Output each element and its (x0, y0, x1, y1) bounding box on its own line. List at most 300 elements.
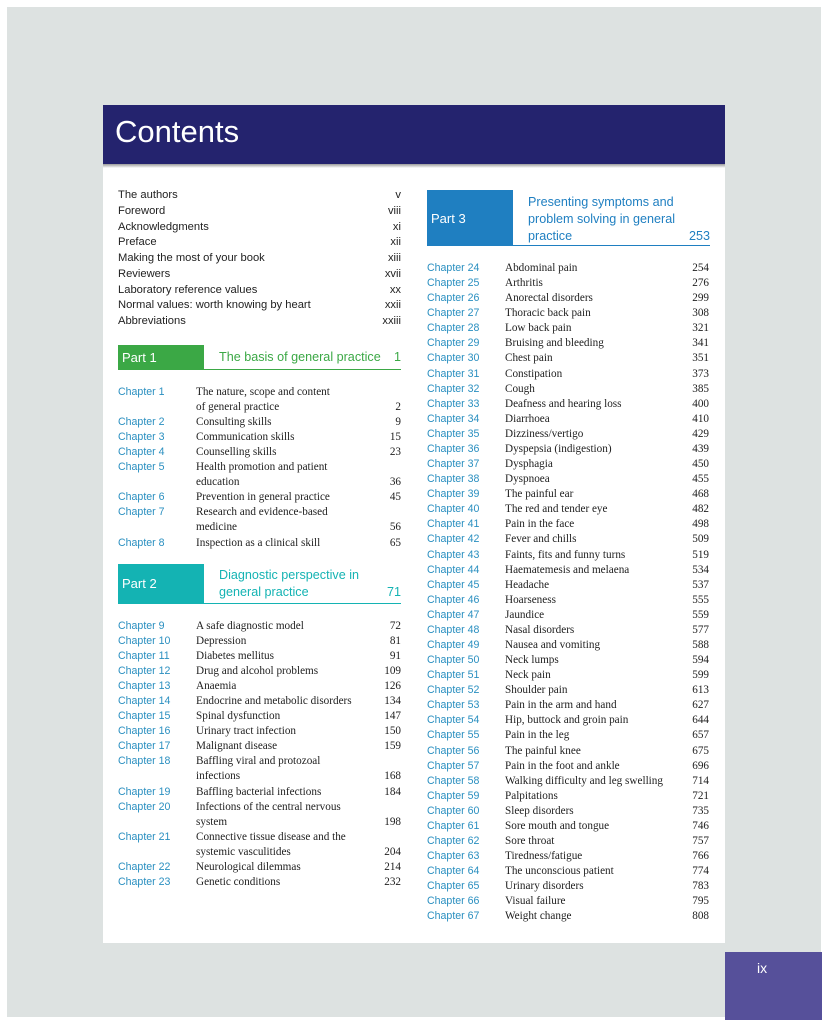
part-3-header[interactable] (427, 190, 710, 246)
chapter-number: Chapter 5 (118, 461, 165, 474)
part-page: 1 (393, 350, 401, 364)
chapter-page: 721 (692, 789, 709, 802)
chapter-number: Chapter 33 (427, 397, 480, 410)
chapter-number: Chapter 16 (118, 725, 171, 738)
chapter-page: 588 (692, 639, 709, 651)
front-matter-label: Laboratory reference values (118, 283, 258, 296)
chapter-number: Chapter 14 (118, 695, 171, 708)
chapter-number: Chapter 1 (118, 386, 165, 398)
chapter-page: 429 (692, 427, 709, 440)
chapter-page: 341 (692, 337, 709, 350)
chapter-page: 351 (692, 352, 709, 365)
page-number-tab (725, 952, 822, 1020)
chapter-page: 577 (692, 623, 709, 636)
chapter-page: 657 (692, 729, 709, 742)
chapter-entry[interactable] (427, 291, 709, 306)
chapter-title: Weight change (505, 910, 572, 923)
front-matter-item[interactable] (118, 315, 401, 331)
chapter-number: Chapter 15 (118, 710, 171, 723)
front-matter-item[interactable] (118, 299, 401, 315)
chapter-entry[interactable] (427, 548, 709, 563)
chapter-page: 134 (384, 695, 401, 708)
chapter-entry[interactable] (427, 638, 709, 653)
chapter-number: Chapter 21 (118, 830, 171, 843)
chapter-entry[interactable] (427, 683, 709, 698)
chapter-entry[interactable] (427, 321, 709, 336)
part-title-line: practice (528, 229, 573, 243)
chapter-title: medicine (196, 521, 238, 534)
chapter-title: Abdominal pain (505, 262, 578, 274)
chapter-title: Drug and alcohol problems (196, 665, 319, 678)
part-label-box (118, 564, 204, 604)
chapter-page: 232 (384, 875, 401, 888)
chapter-entry[interactable] (118, 709, 401, 724)
chapter-number: Chapter 42 (427, 533, 480, 546)
part-title-line: Diagnostic perspective in (219, 568, 360, 582)
chapter-entry[interactable] (427, 653, 709, 668)
front-matter-page: xii (390, 236, 401, 249)
chapter-page: 2 (395, 401, 401, 414)
chapter-entry[interactable] (427, 532, 709, 547)
chapter-entry[interactable] (118, 739, 401, 754)
chapter-entry[interactable] (427, 608, 709, 623)
chapter-title: Low back pain (505, 322, 572, 335)
chapter-number: Chapter 13 (118, 680, 171, 693)
chapter-page: 774 (692, 865, 709, 878)
chapter-page: 385 (692, 382, 709, 395)
chapter-number: Chapter 29 (427, 337, 480, 350)
chapter-title: Hoarseness (505, 593, 556, 606)
chapter-title: Prevention in general practice (196, 491, 330, 504)
part-2-header[interactable] (118, 564, 401, 604)
chapter-page: 91 (389, 650, 401, 663)
chapter-number: Chapter 8 (118, 536, 165, 549)
chapter-title: Counselling skills (196, 446, 277, 459)
front-matter-page: xx (389, 283, 401, 296)
chapter-title: Walking difficulty and leg swelling (505, 774, 663, 787)
front-matter-item[interactable] (118, 268, 401, 284)
chapter-page: 746 (692, 819, 709, 832)
part-label-box (118, 345, 204, 370)
chapter-entry[interactable] (118, 754, 401, 784)
chapter-number: Chapter 62 (427, 835, 480, 848)
chapter-entry[interactable] (427, 306, 709, 321)
chapter-title: Urinary disorders (505, 880, 584, 893)
chapter-title: Connective tissue disease and the (196, 830, 346, 843)
chapter-entry[interactable] (118, 634, 401, 649)
chapter-title: Sleep disorders (505, 804, 574, 817)
chapter-entry[interactable] (427, 834, 709, 849)
chapter-title: Jaundice (505, 608, 545, 621)
chapter-title: Depression (196, 635, 247, 648)
chapter-page: 373 (692, 367, 709, 380)
chapter-page: 81 (389, 635, 401, 648)
chapter-number: Chapter 4 (118, 446, 165, 459)
chapter-page: 555 (692, 593, 709, 606)
chapter-page: 735 (692, 804, 709, 817)
chapter-title: Sore mouth and tongue (505, 819, 610, 832)
chapter-title: Dysphagia (505, 458, 553, 471)
chapter-page: 276 (692, 277, 709, 290)
chapter-page: 808 (692, 910, 709, 923)
chapter-title: Diarrhoea (505, 412, 550, 425)
chapter-page: 795 (692, 895, 709, 908)
chapter-entry[interactable] (427, 894, 709, 909)
part-title-line: problem solving in general (528, 212, 676, 226)
chapter-title: Shoulder pain (505, 684, 568, 697)
chapter-entry[interactable] (118, 460, 401, 490)
chapter-page: 783 (692, 880, 709, 893)
chapter-entry[interactable] (427, 427, 709, 442)
chapter-entry[interactable] (118, 830, 401, 860)
chapter-entry[interactable] (427, 728, 709, 743)
chapter-entry[interactable] (118, 800, 401, 830)
chapter-entry[interactable] (427, 397, 709, 412)
chapter-page: 23 (389, 446, 401, 459)
front-matter-page: xi (392, 220, 401, 233)
chapter-number: Chapter 7 (118, 506, 165, 519)
chapter-page: 766 (692, 850, 709, 863)
chapter-entry[interactable] (427, 457, 709, 472)
chapter-page: 308 (692, 307, 709, 320)
chapter-page: 534 (692, 563, 709, 576)
chapter-number: Chapter 19 (118, 785, 171, 798)
chapter-number: Chapter 46 (427, 593, 480, 606)
chapter-page: 599 (692, 669, 709, 682)
chapter-number: Chapter 51 (427, 669, 480, 682)
chapter-number: Chapter 12 (118, 665, 171, 678)
front-matter-label: Reviewers (118, 267, 171, 280)
chapter-title: A safe diagnostic model (196, 620, 304, 632)
chapter-number: Chapter 11 (118, 650, 170, 663)
chapter-number: Chapter 9 (118, 620, 165, 632)
chapter-entry[interactable] (118, 875, 401, 890)
part-label-box (427, 190, 513, 246)
chapter-page: 45 (389, 491, 401, 504)
front-matter-item[interactable] (118, 189, 401, 205)
part-underline (513, 245, 710, 247)
chapter-entry[interactable] (427, 472, 709, 487)
chapter-entry[interactable] (427, 412, 709, 427)
chapter-entry[interactable] (427, 713, 709, 728)
chapter-number: Chapter 31 (427, 367, 480, 380)
front-matter-label: Acknowledgments (118, 220, 209, 233)
chapter-number: Chapter 36 (427, 442, 480, 455)
chapter-entry[interactable] (427, 487, 709, 502)
chapter-number: Chapter 18 (118, 755, 171, 768)
chapter-number: Chapter 65 (427, 880, 480, 893)
chapter-entry[interactable] (118, 430, 401, 445)
chapter-number: Chapter 2 (118, 416, 165, 429)
chapter-page: 15 (389, 431, 401, 444)
chapter-title: Anorectal disorders (505, 292, 593, 305)
chapter-number: Chapter 30 (427, 352, 480, 365)
chapter-title: The painful knee (505, 744, 581, 757)
chapter-title: infections (196, 770, 241, 783)
chapter-title: Pain in the face (505, 518, 575, 531)
chapter-page: 400 (692, 397, 709, 410)
chapter-number: Chapter 3 (118, 431, 165, 444)
chapter-page: 109 (384, 665, 401, 678)
chapter-page: 214 (384, 860, 401, 873)
chapter-page: 594 (692, 654, 709, 667)
front-matter-label: Making the most of your book (118, 252, 265, 264)
page-title: Contents (115, 114, 240, 149)
chapter-title: Nausea and vomiting (505, 639, 601, 651)
chapter-number: Chapter 34 (427, 412, 480, 425)
chapter-page: 184 (384, 785, 401, 798)
chapter-number: Chapter 39 (427, 488, 480, 501)
part-1-header[interactable] (118, 345, 401, 370)
front-matter-item[interactable] (118, 221, 401, 237)
chapter-entry[interactable] (427, 849, 709, 864)
chapter-entry[interactable] (427, 698, 709, 713)
chapter-entry[interactable] (427, 276, 709, 291)
part-title-line: Presenting symptoms and (528, 195, 674, 209)
chapter-entry[interactable] (118, 664, 401, 679)
part-label: Part 3 (431, 211, 466, 226)
chapter-title: Constipation (505, 367, 563, 380)
chapter-title: Dyspepsia (indigestion) (505, 442, 612, 455)
chapter-title: education (196, 476, 240, 489)
chapter-number: Chapter 49 (427, 639, 480, 651)
chapter-title: Inspection as a clinical skill (196, 536, 321, 549)
chapter-number: Chapter 66 (427, 895, 480, 908)
front-matter-page: v (395, 189, 401, 201)
chapter-title: Anaemia (196, 680, 237, 693)
chapter-page: 468 (692, 488, 709, 501)
chapter-title: Neck lumps (505, 654, 559, 667)
chapter-entry[interactable] (427, 804, 709, 819)
chapter-entry[interactable] (427, 502, 709, 517)
banner-shadow (103, 164, 725, 168)
chapter-title: Pain in the leg (505, 729, 570, 742)
chapter-title: Tiredness/fatigue (505, 850, 583, 863)
chapter-title: Baffling viral and protozoal (196, 755, 321, 768)
chapter-entry[interactable] (427, 864, 709, 879)
chapter-title: Arthritis (505, 277, 543, 290)
chapter-number: Chapter 56 (427, 744, 480, 757)
front-matter-page: xxii (384, 299, 401, 312)
front-matter-item[interactable] (118, 284, 401, 300)
chapter-title: Dyspnoea (505, 473, 550, 486)
chapter-entry[interactable] (427, 382, 709, 397)
front-matter-label: Normal values: worth knowing by heart (118, 299, 311, 312)
chapter-number: Chapter 6 (118, 491, 165, 504)
chapter-entry[interactable] (118, 619, 401, 634)
chapter-page: 509 (692, 533, 709, 546)
part-underline (204, 603, 401, 605)
front-matter-page: xxiii (382, 315, 401, 327)
chapter-title: The unconscious patient (505, 865, 614, 878)
front-matter-item[interactable] (118, 252, 401, 268)
chapter-title: The painful ear (505, 488, 574, 501)
chapter-page: 757 (692, 835, 709, 848)
chapter-entry[interactable] (427, 261, 709, 276)
chapter-number: Chapter 47 (427, 608, 480, 621)
chapter-entry[interactable] (118, 445, 401, 460)
front-matter-item[interactable] (118, 205, 401, 221)
chapter-entry[interactable] (427, 744, 709, 759)
part-title-line: general practice (219, 585, 309, 599)
chapter-entry[interactable] (118, 536, 401, 551)
chapter-entry[interactable] (427, 563, 709, 578)
chapter-number: Chapter 50 (427, 654, 480, 667)
chapter-title: Bruising and bleeding (505, 337, 604, 350)
front-matter-label: Foreword (118, 204, 166, 217)
chapter-entry[interactable] (118, 785, 401, 800)
chapter-title: Haematemesis and melaena (505, 563, 630, 576)
chapter-page: 519 (692, 548, 709, 561)
chapter-page: 559 (692, 608, 709, 621)
contents-page (103, 105, 725, 943)
chapter-entry[interactable] (427, 789, 709, 804)
chapter-title: Malignant disease (196, 740, 278, 753)
chapter-entry[interactable] (427, 367, 709, 382)
chapter-page: 254 (692, 262, 709, 274)
part-page: 253 (688, 229, 710, 243)
chapter-number: Chapter 53 (427, 699, 480, 712)
chapter-entry[interactable] (427, 593, 709, 608)
chapter-page: 198 (384, 815, 401, 828)
chapter-title: Dizziness/vertigo (505, 427, 584, 440)
chapter-page: 482 (692, 503, 709, 516)
chapter-title: Spinal dysfunction (196, 710, 281, 723)
chapter-title: Fever and chills (505, 533, 577, 546)
chapter-title: Pain in the foot and ankle (505, 759, 620, 772)
chapter-title: Genetic conditions (196, 875, 281, 888)
chapter-title: Neurological dilemmas (196, 860, 301, 873)
chapter-title: Hip, buttock and groin pain (505, 714, 629, 727)
part-title-line: The basis of general practice (219, 350, 381, 364)
chapter-title: Urinary tract infection (196, 725, 297, 738)
chapter-page: 455 (692, 473, 709, 486)
chapter-title: Neck pain (505, 669, 551, 682)
chapter-number: Chapter 22 (118, 860, 171, 873)
chapter-title: Health promotion and patient (196, 461, 328, 474)
front-matter-label: Abbreviations (118, 315, 186, 327)
chapter-entry[interactable] (118, 490, 401, 505)
chapter-page: 65 (389, 536, 401, 549)
chapter-number: Chapter 32 (427, 382, 480, 395)
chapter-entry[interactable] (427, 909, 709, 924)
front-matter-item[interactable] (118, 236, 401, 252)
chapter-number: Chapter 41 (427, 518, 480, 531)
chapter-entry[interactable] (427, 442, 709, 457)
front-matter-label: The authors (118, 189, 178, 201)
chapter-title: Cough (505, 382, 535, 395)
chapter-title: The nature, scope and content (196, 386, 330, 398)
chapter-title: Deafness and hearing loss (505, 397, 622, 410)
chapter-page: 644 (692, 714, 709, 727)
chapter-page: 696 (692, 759, 709, 772)
chapter-title: systemic vasculitides (196, 845, 291, 858)
chapter-number: Chapter 25 (427, 277, 480, 290)
chapter-title: The red and tender eye (505, 503, 608, 516)
chapter-entry[interactable] (427, 819, 709, 834)
chapter-title: of general practice (196, 401, 280, 414)
chapter-number: Chapter 10 (118, 635, 171, 648)
chapter-number: Chapter 61 (427, 819, 480, 832)
chapter-number: Chapter 58 (427, 774, 480, 787)
chapter-page: 9 (395, 416, 401, 429)
chapter-page: 450 (692, 458, 709, 471)
chapter-entry[interactable] (427, 668, 709, 683)
chapter-entry[interactable] (427, 879, 709, 894)
front-matter-page: viii (387, 204, 401, 217)
chapter-number: Chapter 23 (118, 875, 171, 888)
chapter-title: Infections of the central nervous (196, 800, 341, 813)
front-matter-page: xiii (387, 252, 401, 264)
chapter-entry[interactable] (118, 694, 401, 709)
chapter-number: Chapter 48 (427, 623, 480, 636)
chapter-page: 56 (389, 521, 401, 534)
chapter-page: 410 (692, 412, 709, 425)
chapter-entry[interactable] (118, 724, 401, 739)
chapter-title: Palpitations (505, 789, 558, 802)
chapter-entry[interactable] (427, 336, 709, 351)
chapter-number: Chapter 35 (427, 427, 480, 440)
chapter-page: 675 (692, 744, 709, 757)
chapter-title: Communication skills (196, 431, 295, 444)
part-label: Part 2 (122, 576, 157, 591)
chapter-number: Chapter 17 (118, 740, 171, 753)
chapter-number: Chapter 28 (427, 322, 480, 335)
chapter-entry[interactable] (427, 578, 709, 593)
chapter-entry[interactable] (427, 623, 709, 638)
chapter-title: Visual failure (505, 895, 566, 908)
chapter-title: Pain in the arm and hand (505, 699, 617, 712)
chapter-entry[interactable] (118, 385, 401, 415)
part-label: Part 1 (122, 350, 157, 365)
chapter-number: Chapter 54 (427, 714, 480, 727)
chapter-number: Chapter 40 (427, 503, 480, 516)
chapter-page: 299 (692, 292, 709, 305)
chapter-entry[interactable] (427, 517, 709, 532)
chapter-entry[interactable] (118, 505, 401, 535)
chapter-page: 168 (384, 770, 401, 783)
chapter-title: Faints, fits and funny turns (505, 548, 626, 561)
chapter-page: 72 (389, 620, 401, 632)
chapter-title: Research and evidence-based (196, 506, 328, 519)
chapter-title: Endocrine and metabolic disorders (196, 695, 352, 708)
chapter-page: 36 (389, 476, 401, 489)
chapter-page: 537 (692, 578, 709, 591)
chapter-entry[interactable] (427, 774, 709, 789)
chapter-entry[interactable] (118, 415, 401, 430)
chapter-number: Chapter 43 (427, 548, 480, 561)
chapter-page: 714 (692, 774, 709, 787)
chapter-page: 150 (384, 725, 401, 738)
chapter-number: Chapter 60 (427, 804, 480, 817)
part-page: 71 (386, 585, 401, 599)
chapter-number: Chapter 20 (118, 800, 171, 813)
front-matter-page: xvii (384, 267, 401, 280)
chapter-number: Chapter 67 (427, 910, 480, 923)
chapter-entry[interactable] (118, 679, 401, 694)
part-underline (204, 369, 401, 371)
chapter-page: 147 (384, 710, 401, 723)
chapter-entry[interactable] (118, 860, 401, 875)
chapter-title: Consulting skills (196, 416, 272, 429)
chapter-entry[interactable] (427, 759, 709, 774)
chapter-entry[interactable] (118, 649, 401, 664)
chapter-title: Diabetes mellitus (196, 650, 274, 663)
chapter-entry[interactable] (427, 351, 709, 366)
chapter-number: Chapter 59 (427, 789, 480, 802)
chapter-page: 498 (692, 518, 709, 531)
chapter-title: Nasal disorders (505, 623, 575, 636)
